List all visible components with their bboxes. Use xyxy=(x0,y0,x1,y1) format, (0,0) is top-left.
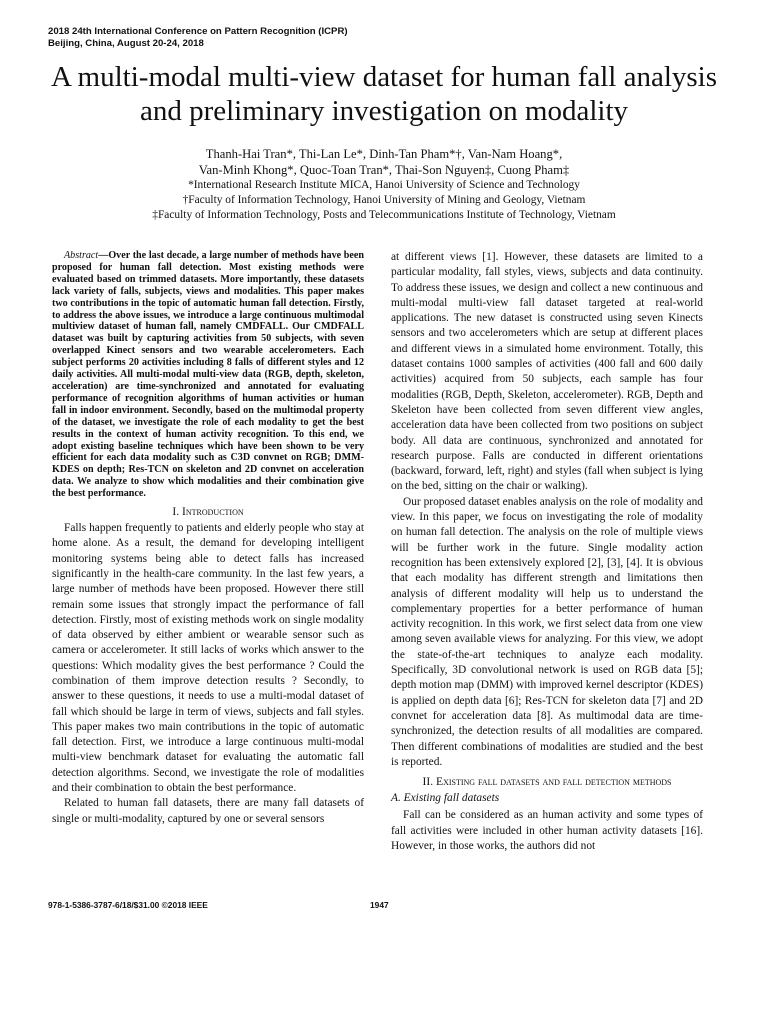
section-heading-existing-datasets: II. Existing fall datasets and fall detection methods xyxy=(422,775,672,789)
abstract-text: —Over the last decade, a large number of methods have been proposed for human fall detection. Most existing methods were evaluated based on trimmed datasets. More importantly, these datasets lack variety of falls, subjects, views and modalities. This paper makes two contributions in the topic of automatic human fall detection. Firstly, to address the above issues, we introduce a large continuous multimodal multiview dataset of human fall, namely CMDFALL. Our CMDFALL dataset was built by capturing activities from 50 subjects, with seven overlapped Kinect sensors and two wearable accelerometers. Each subject performs 20 activities including 8 falls of different styles and 12 daily activities. All multi-modal multi-view data (RGB, depth, skeleton, acceleration) are time-synchronized and annotated for evaluating performance of recognition algorithms of human activities or human fall in indoor environment. Secondly, based on the multimodal property of the dataset, we investigate the role of each modality to get the best results in the context of human activity recognition. To this end, we adopt existing baseline techniques which have been shown to be very efficient for each data modality such as C3D convnet on RGB; DMM-KDES on depth; Res-TCN on skeleton and 2D convnet on acceleration data. We analyze to show which modalities and their combination give the best performance. xyxy=(52,250,364,500)
paragraph: Fall can be considered as an human activity and some types of fall activities were included in other human activity datasets [16]. However, in those works, the authors did not xyxy=(391,809,703,852)
conference-header xyxy=(48,26,348,50)
paragraph: Related to human fall datasets, there are many fall datasets of single or multi-modality, captured by one or several sensors xyxy=(52,797,364,825)
paragraph: Our proposed dataset enables analysis on the role of modality and view. In this paper, we focus on investigating the role of modality on human fall detection. The analysis on the role of multiple views will be further work in the future. Single modality action recognition has been extensively explored [2], [3], [4]. It is obvious that each modality has different strength and limitations then analysis of different modality will help us to understand the complementary properties for a better performance of human activity recognition. In this work, we first select data from one view among seven available views for analyzing. For this view, we adopt the state-of-the-art techniques to analyze each modality. Specifically, 3D convolutional network is used on RGB data [5]; depth motion map (DMM) with improved kernel descriptor (KDES) is applied on depth data [6]; Res-TCN for skeleton data [7] and 2D convnet for acceleration data [8]. As multimodal data are time-synchronized, the detection results of all modalities are compared. Then different combinations of modalities are studied and the best is reported. xyxy=(391,495,703,768)
conference-line-2: Beijing, China, August 20-24, 2018 xyxy=(48,38,204,49)
left-column xyxy=(52,250,364,827)
page-number: 1947 xyxy=(370,900,389,910)
author-line-1: Thanh-Hai Tran*, Thi-Lan Le*, Dinh-Tan Pham*†, Van-Nam Hoang*, xyxy=(205,147,563,161)
subsection-heading: A. Existing fall datasets xyxy=(391,792,500,805)
paper-title: A multi-modal multi-view dataset for human fall analysis and preliminary investigation on modality xyxy=(50,61,718,127)
affiliation-1: *International Research Institute MICA, Hanoi University of Science and Technology xyxy=(188,179,580,191)
author-list xyxy=(60,146,708,178)
abstract-lead: Abstract xyxy=(64,250,99,261)
affiliation-3: ‡Faculty of Information Technology, Posts and Telecommunications Institute of Technology, Vietnam xyxy=(152,209,616,221)
footer-isbn: 978-1-5386-3787-6/18/$31.00 ©2018 IEEE xyxy=(48,900,208,910)
abstract xyxy=(52,250,364,500)
affiliations xyxy=(40,178,728,223)
paragraph: Falls happen frequently to patients and elderly people who stay at home alone. As a result, the demand for developing intelligent monitoring systems being able to detect falls has increased significantly in the health-care community. In the last few years, a large number of methods have been proposed. However there still remain some issues that strongly impact the performance of fall detection. Firstly, most of existing methods work on single modality of data observed by either ambient or wearable sensor such as camera or accelerometer. It still lacks of works which answer to the questions: Which modality gives the best performance ? Could the combination of them improve detection results ? Secondly, to answer to these questions, it needs to use a multi-modal dataset of fall which should be large in term of views, subjects and fall styles. This paper makes two main contributions in the topic of automatic fall detection. First, we introduce a large continuous multi-modal multi-view benchmark dataset for evaluating the automatic fall detection algorithms. Second, we investigate the role of modalities and their combination to obtain the best performance. xyxy=(52,522,364,795)
author-line-2: Van-Minh Khong*, Quoc-Toan Tran*, Thai-Son Nguyen‡, Cuong Pham‡ xyxy=(198,163,570,177)
section-heading-introduction: I. Introduction xyxy=(172,505,244,519)
right-column xyxy=(391,250,703,854)
affiliation-2: †Faculty of Information Technology, Hanoi University of Mining and Geology, Vietnam xyxy=(182,194,586,206)
paragraph: at different views [1]. However, these datasets are limited to a particular modality, fall styles, views, subjects and data continuity. To address these issues, we design and collect a new continuous and multi-modal multi-view fall dataset targeted at real-world applications. The new dataset is constructed using seven Kinects sensors and two accelerometers which are setup at different places and different views in a simulated home environment. Totally, this dataset contains 1000 samples of activities (400 fall and 600 daily activities) acquired from 50 subjects, each sample has four modalities (RGB, Depth, Skeleton, accelerometer). RGB, Depth and Skeleton have been collected from seven different view angles, acceleration data have been collected from two positions on subject body. All data are continuous, synchronized and annotated for research purpose. Falls are conducted in different orientations (backward, forward, left, right) and styles (fall when subject is lying on the bed, sitting on the chair or walking). xyxy=(391,251,703,493)
conference-line-1: 2018 24th International Conference on Pattern Recognition (ICPR) xyxy=(48,26,348,37)
